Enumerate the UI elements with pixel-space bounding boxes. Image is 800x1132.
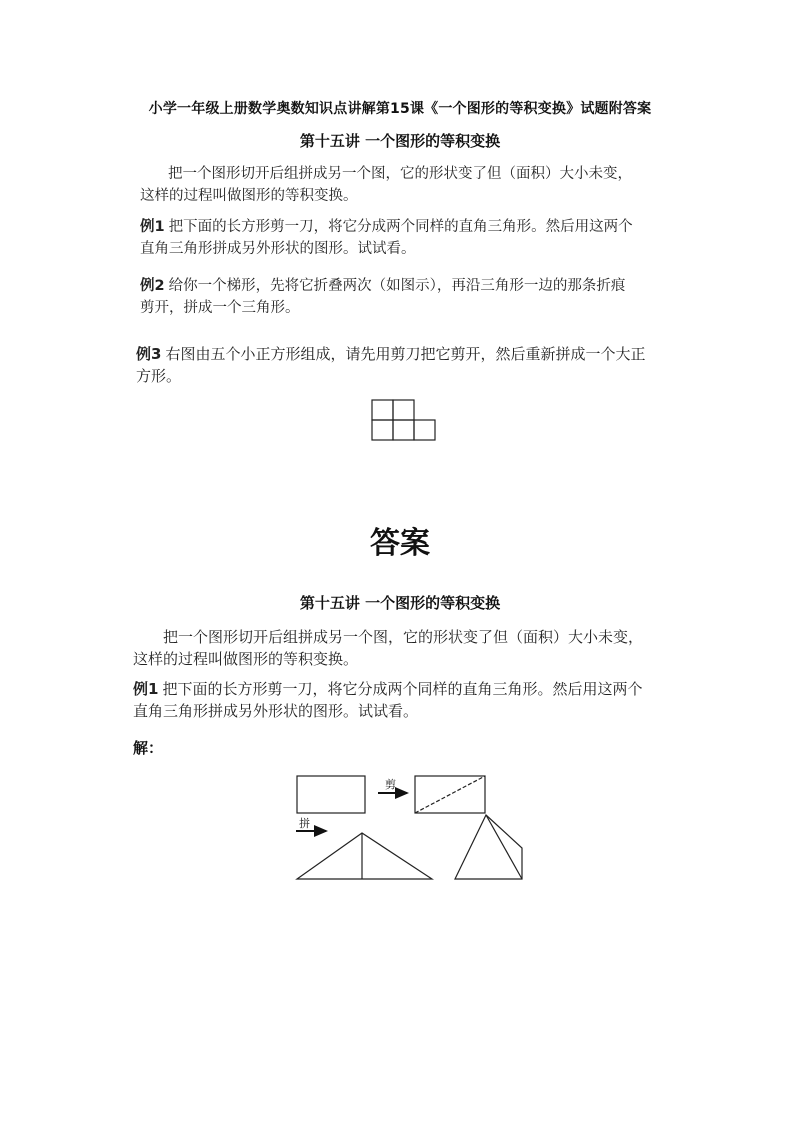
example-1-label: 例1 (140, 219, 165, 235)
original-rectangle (297, 776, 365, 813)
intro-line-2: 这样的过程叫做图形的等积变换。 (140, 188, 358, 204)
answer-intro-paragraph (133, 626, 643, 670)
assemble-label: 拼 (299, 817, 310, 830)
answer-intro-line-2: 这样的过程叫做图形的等积变换。 (133, 650, 359, 668)
document-title: 小学一年级上册数学奥数知识点讲解第15课《一个图形的等积变换》试题附答案 (148, 101, 652, 117)
cut-label: 剪 (385, 778, 396, 791)
square-4 (393, 420, 414, 440)
five-squares-figure (370, 398, 440, 443)
example-3 (136, 343, 645, 387)
example-1-line-2: 直角三角形拼成另外形状的图形。试试看。 (140, 241, 416, 257)
example-2-line-1: 给你一个梯形，先将它折叠两次（如图示），再沿三角形一边的那条折痕 (168, 278, 626, 294)
answer-example-1-line-1: 把下面的长方形剪一刀，将它分成两个同样的直角三角形。然后用这两个 (162, 680, 643, 698)
example-2 (140, 275, 625, 319)
square-5 (414, 420, 435, 440)
intro-line-1: 把一个图形切开后组拼成另一个图，它的形状变了但（面积）大小未变， (168, 166, 632, 182)
square-2 (393, 400, 414, 420)
square-1 (372, 400, 393, 420)
example-3-line-2: 方形。 (136, 367, 182, 385)
example-1 (140, 216, 633, 260)
square-3 (372, 420, 393, 440)
answer-example-1-label: 例1 (133, 680, 159, 698)
intro-paragraph (140, 163, 632, 207)
example-3-line-1: 右图由五个小正方形组成，请先用剪刀把它剪开，然后重新拼成一个大正 (165, 345, 646, 363)
answer-example-1-line-2: 直角三角形拼成另外形状的图形。试试看。 (133, 702, 419, 720)
example-2-label: 例2 (140, 278, 165, 294)
example-3-label: 例3 (136, 345, 162, 363)
assembled-big-triangle (297, 833, 432, 879)
solution-diagram (290, 770, 535, 885)
answer-lesson-title: 第十五讲 一个图形的等积变换 (299, 594, 501, 612)
lesson-title: 第十五讲 一个图形的等积变换 (299, 132, 501, 150)
solve-label: 解： (133, 739, 164, 757)
assembled-kite-split-line (486, 815, 522, 879)
answer-heading: 答案 (370, 526, 430, 561)
example-2-line-2: 剪开，拼成一个三角形。 (140, 300, 300, 316)
example-1-line-1: 把下面的长方形剪一刀，将它分成两个同样的直角三角形。然后用这两个 (168, 219, 633, 235)
answer-intro-line-1: 把一个图形切开后组拼成另一个图，它的形状变了但（面积）大小未变， (163, 628, 644, 646)
assembled-kite-shape (455, 815, 522, 879)
answer-example-1 (133, 678, 642, 722)
cut-diagonal-line (415, 776, 485, 813)
